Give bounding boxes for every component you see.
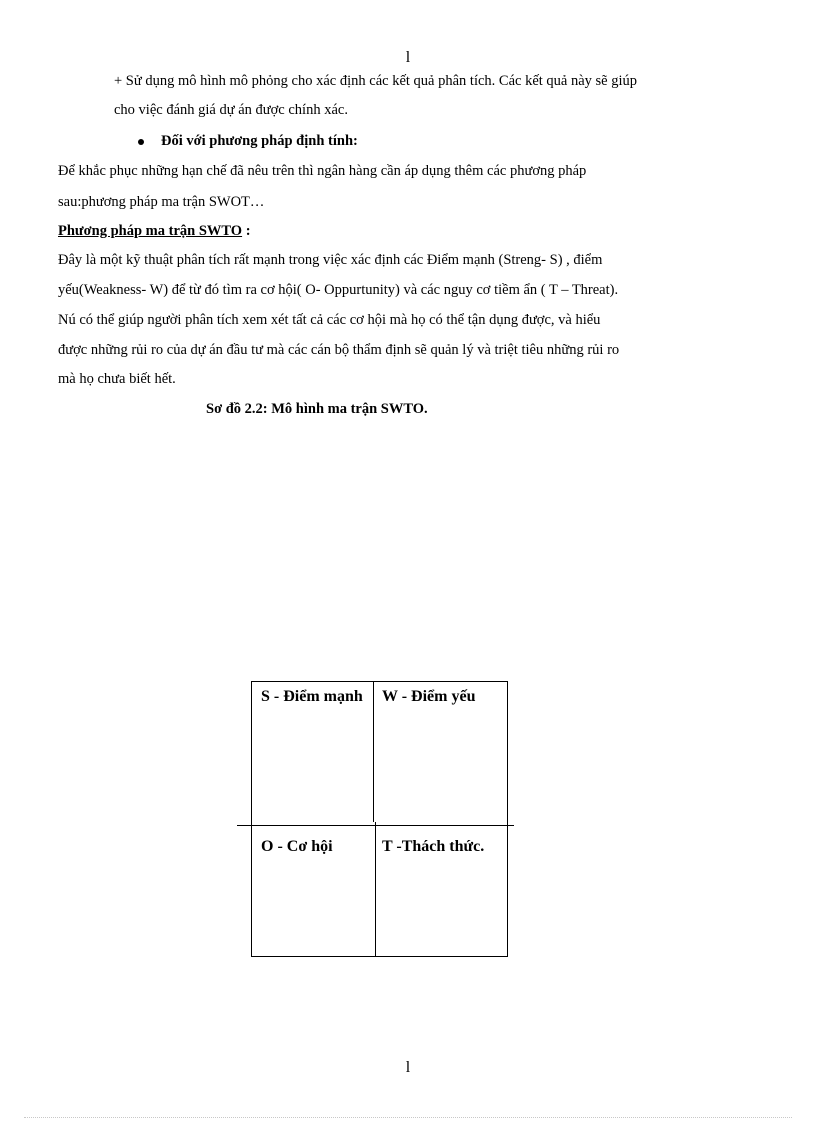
bullet-heading: Đối với phương pháp định tính: <box>161 133 358 149</box>
quadrant-opportunities: O - Cơ hội <box>261 838 333 855</box>
paragraph-2-line-1: Đây là một kỹ thuật phân tích rất mạnh trong việc xác định các Điểm mạnh (Streng- S) , điểm <box>58 252 603 268</box>
section-heading-suffix: : <box>242 223 251 239</box>
body-line-2: cho việc đánh giá dự án được chính xác. <box>114 102 348 118</box>
body-line-1: + Sử dụng mô hình mô phỏng cho xác định các kết quả phân tích. Các kết quả này sẽ giúp <box>114 73 638 89</box>
section-heading <box>58 221 251 241</box>
footer-rule <box>24 1117 792 1118</box>
swot-divider-vertical-bottom <box>375 822 376 957</box>
paragraph-2-line-5: mà họ chưa biết hết. <box>58 371 176 387</box>
swot-matrix-border <box>251 681 508 957</box>
quadrant-strengths: S - Điểm mạnh <box>261 688 363 705</box>
page-number-bottom: l <box>405 1059 411 1076</box>
section-heading-text: Phương pháp ma trận SWTO <box>58 223 243 239</box>
paragraph-2-line-3: Nú có thể giúp người phân tích xem xét tất cả các cơ hội mà họ có thể tận dụng được, và hiểu <box>58 312 601 328</box>
bullet-icon <box>138 139 144 145</box>
quadrant-threats: T -Thách thức. <box>382 838 485 855</box>
paragraph-2-line-4: được những rủi ro của dự án đầu tư mà các cán bộ thẩm định sẽ quản lý và triệt tiêu những rủi ro <box>58 342 620 358</box>
swot-divider-vertical-top <box>373 682 374 822</box>
page-number-top: l <box>405 49 411 66</box>
swot-divider-horizontal <box>237 825 514 826</box>
quadrant-weaknesses: W - Điểm yếu <box>382 688 476 705</box>
paragraph-1-line-1: Để khắc phục những hạn chế đã nêu trên thì ngân hàng cần áp dụng thêm các phương pháp <box>58 163 587 179</box>
paragraph-2-line-2: yếu(Weakness- W) để từ đó tìm ra cơ hội( O- Oppurtunity) và các nguy cơ tiềm ẩn ( T – Threat). <box>58 282 619 298</box>
paragraph-1-line-2: sau:phương pháp ma trận SWOT… <box>58 194 265 210</box>
figure-caption: Sơ đồ 2.2: Mô hình ma trận SWTO. <box>206 401 428 417</box>
